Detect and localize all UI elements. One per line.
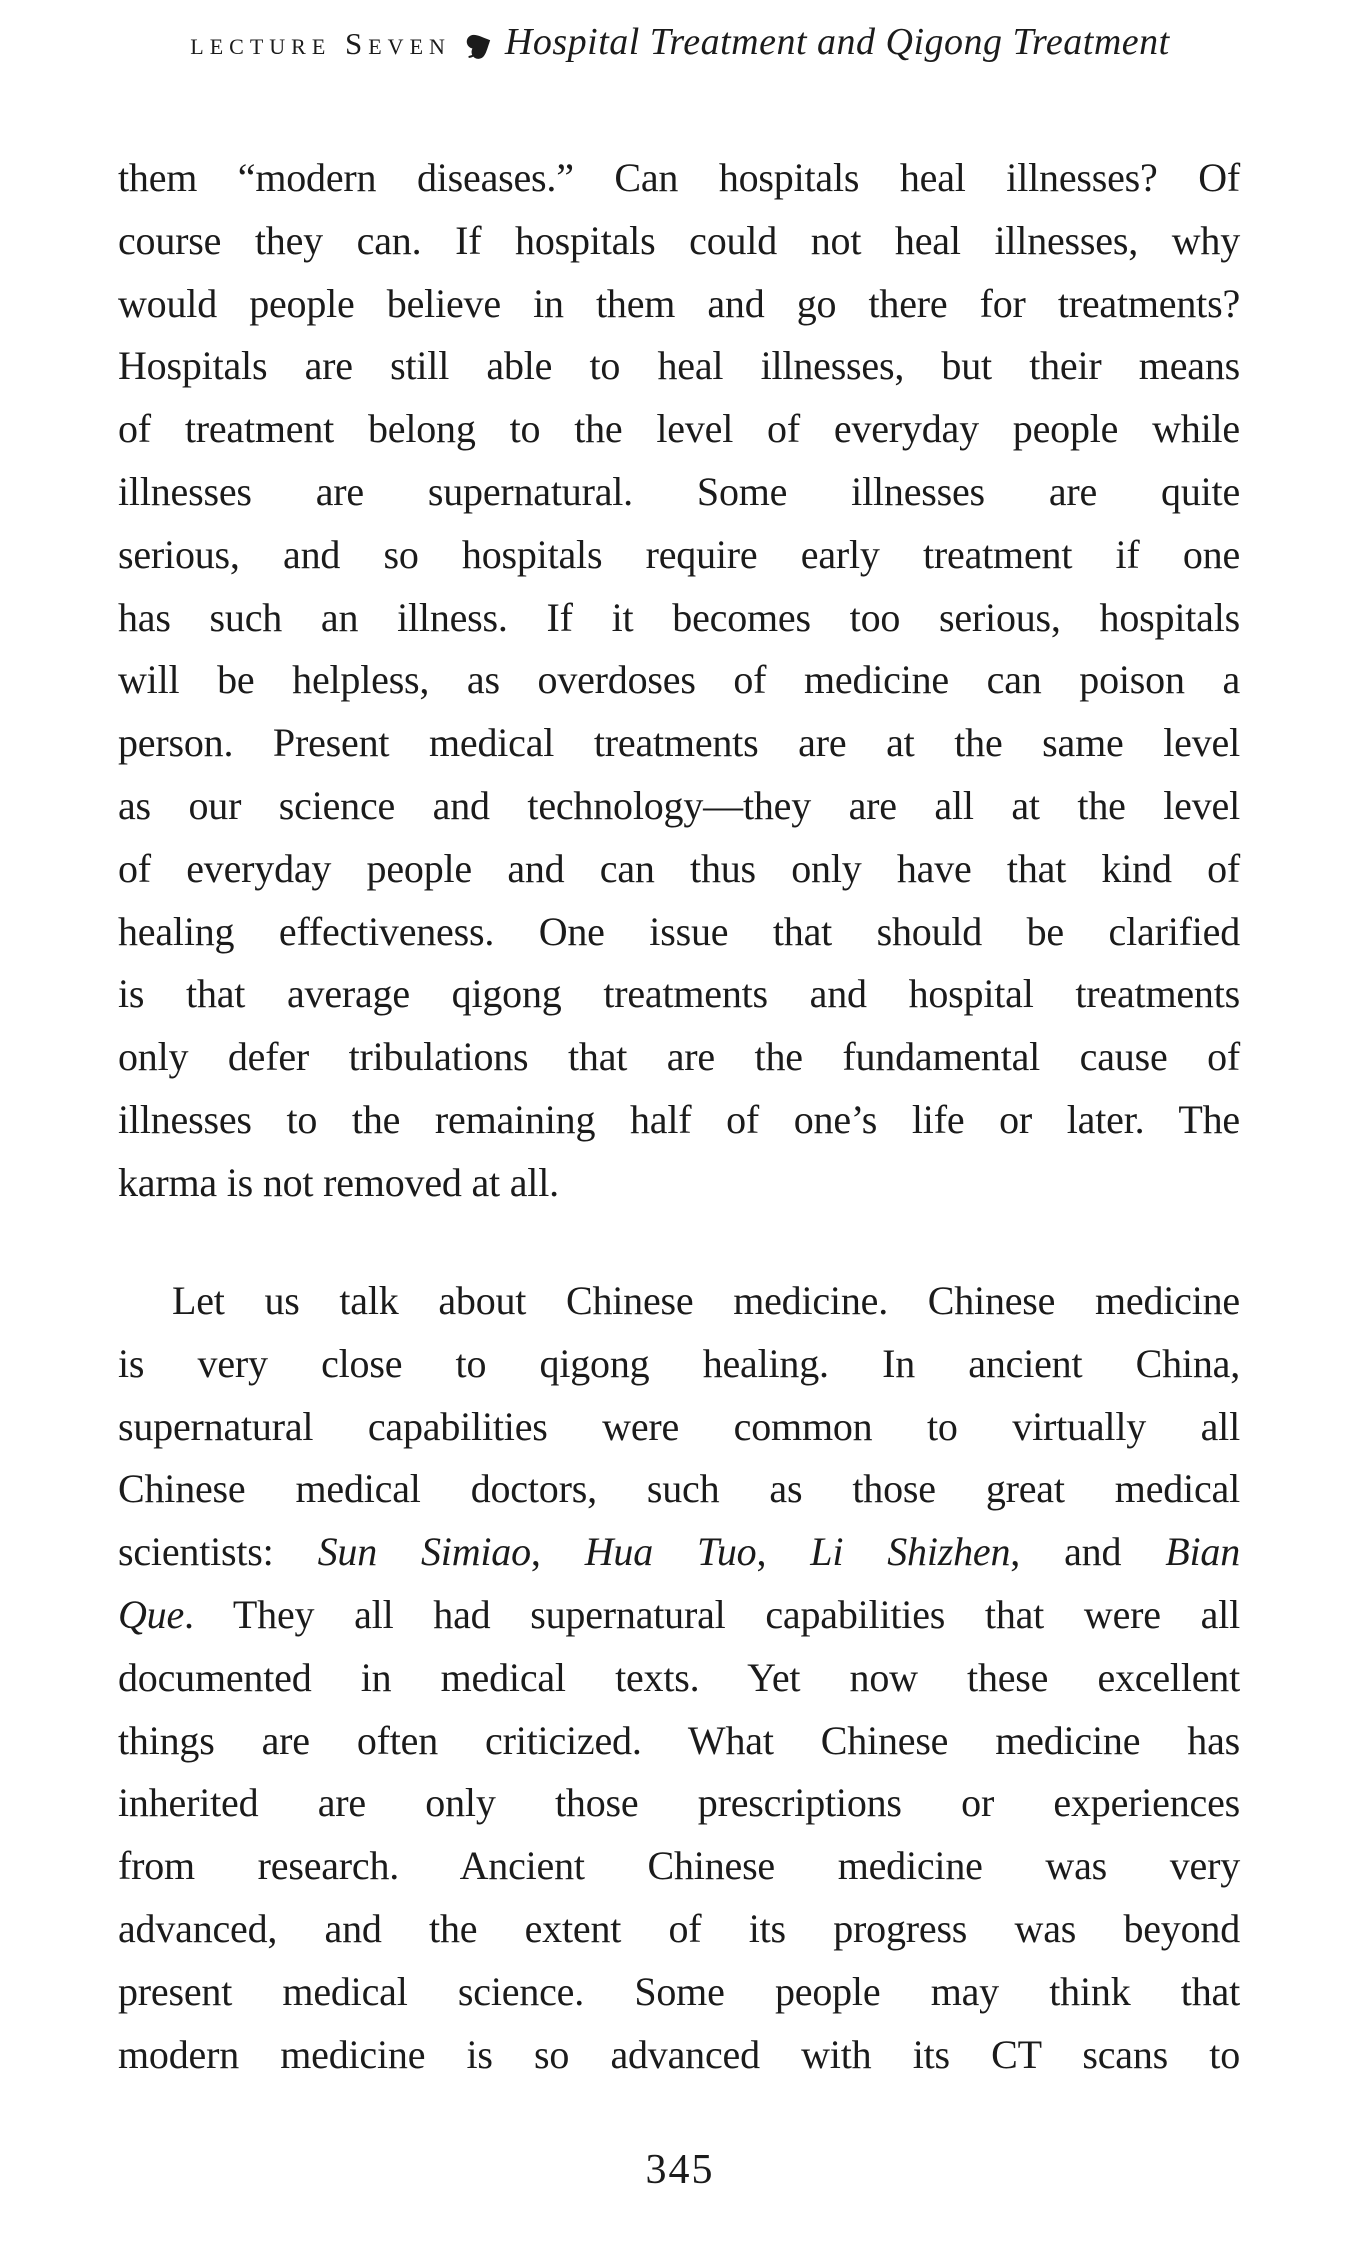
italic-text-segment: Sun Simiao xyxy=(317,1529,531,1575)
text-segment: from research. Ancient Chinese medicine was very xyxy=(118,1843,1240,1889)
text-segment: them “modern diseases.” Can hospitals heal illnesses? Of xyxy=(118,155,1240,200)
text-segment: will be helpless, as overdoses of medicine can poison a xyxy=(118,657,1240,703)
text-line xyxy=(118,775,1240,838)
text-segment: of treatment belong to the level of everyday people while xyxy=(118,406,1240,452)
text-segment: would people believe in them and go there for treatments? xyxy=(118,280,1240,326)
header-section-label: lecture Seven xyxy=(190,26,451,61)
italic-text-segment: Bian xyxy=(1165,1529,1240,1575)
text-segment: supernatural capabilities were common to virtually all xyxy=(118,1403,1240,1449)
text-line xyxy=(118,1835,1240,1898)
text-line xyxy=(118,1396,1240,1459)
text-line xyxy=(118,1152,1240,1215)
text-line xyxy=(118,1961,1240,2024)
text-segment: Chinese medical doctors, such as those great medical xyxy=(118,1466,1240,1512)
text-segment: present medical science. Some people may think that xyxy=(118,1968,1240,2014)
text-segment: is that average qigong treatments and hospital treatments xyxy=(118,971,1240,1017)
text-segment: advanced, and the extent of its progress was beyond xyxy=(118,1905,1240,1951)
text-segment: serious, and so hospitals require early treatment if one xyxy=(118,531,1240,577)
text-line xyxy=(118,1710,1240,1773)
text-segment: only defer tribulations that are the fundamental cause of xyxy=(118,1034,1240,1080)
text-segment: Hospitals are still able to heal illnesses, but their means xyxy=(118,343,1240,389)
text-line xyxy=(118,838,1240,901)
text-line xyxy=(118,1458,1240,1521)
text-line xyxy=(118,712,1240,775)
text-line xyxy=(118,1270,1240,1333)
text-segment: , xyxy=(756,1529,811,1575)
text-segment: course they can. If hospitals could not heal illnesses, why xyxy=(118,217,1240,263)
text-line xyxy=(118,649,1240,712)
text-segment: karma is not removed at all. xyxy=(118,1159,559,1205)
body-paragraph-1 xyxy=(118,147,1240,1215)
running-header xyxy=(0,20,1360,66)
text-line xyxy=(118,2024,1240,2087)
header-chapter-title: Hospital Treatment and Qigong Treatment xyxy=(504,21,1170,63)
text-segment: is very close to qigong healing. In ancient China, xyxy=(118,1340,1240,1386)
italic-text-segment: Que xyxy=(118,1591,185,1637)
text-line xyxy=(118,587,1240,650)
text-line xyxy=(118,524,1240,587)
text-line xyxy=(118,963,1240,1026)
body-paragraph-2 xyxy=(118,1270,1240,2086)
text-segment: illnesses to the remaining half of one’s life or later. The xyxy=(118,1096,1240,1142)
fleuron-icon xyxy=(465,30,495,65)
text-segment: person. Present medical treatments are at the same level xyxy=(118,720,1240,766)
text-line xyxy=(118,901,1240,964)
text-line xyxy=(118,1898,1240,1961)
text-segment: scientists: xyxy=(118,1529,318,1575)
page-number: 345 xyxy=(645,2147,715,2193)
text-segment: of everyday people and can thus only have that kind of xyxy=(118,845,1240,891)
text-line xyxy=(118,1584,1240,1647)
text-line xyxy=(118,1772,1240,1835)
text-line xyxy=(118,210,1240,273)
text-segment: , xyxy=(530,1529,585,1575)
text-line xyxy=(118,461,1240,524)
text-segment: things are often criticized. What Chinese medicine has xyxy=(118,1717,1240,1763)
text-segment: as our science and technology—they are all at the level xyxy=(118,782,1240,828)
text-line xyxy=(118,1089,1240,1152)
text-segment: , and xyxy=(1010,1529,1166,1575)
italic-text-segment: Li Shizhen xyxy=(810,1529,1011,1575)
text-segment: modern medicine is so advanced with its CT scans to xyxy=(118,2031,1240,2077)
text-line xyxy=(118,1647,1240,1710)
text-segment: . They all had supernatural capabilities that were all xyxy=(184,1591,1240,1637)
text-line xyxy=(118,1521,1240,1584)
italic-text-segment: Hua Tuo xyxy=(584,1529,757,1575)
text-segment: Let us talk about Chinese medicine. Chinese medicine xyxy=(172,1278,1240,1323)
text-segment: healing effectiveness. One issue that should be clarified xyxy=(118,908,1240,954)
text-line xyxy=(118,398,1240,461)
text-line xyxy=(118,335,1240,398)
text-segment: illnesses are supernatural. Some illnesses are quite xyxy=(118,468,1240,514)
text-line xyxy=(118,147,1240,210)
text-line xyxy=(118,1333,1240,1396)
text-line xyxy=(118,273,1240,336)
text-segment: has such an illness. If it becomes too serious, hospitals xyxy=(118,594,1240,640)
text-segment: documented in medical texts. Yet now these excellent xyxy=(118,1654,1240,1700)
text-segment: inherited are only those prescriptions or experiences xyxy=(118,1780,1240,1826)
text-line xyxy=(118,1026,1240,1089)
